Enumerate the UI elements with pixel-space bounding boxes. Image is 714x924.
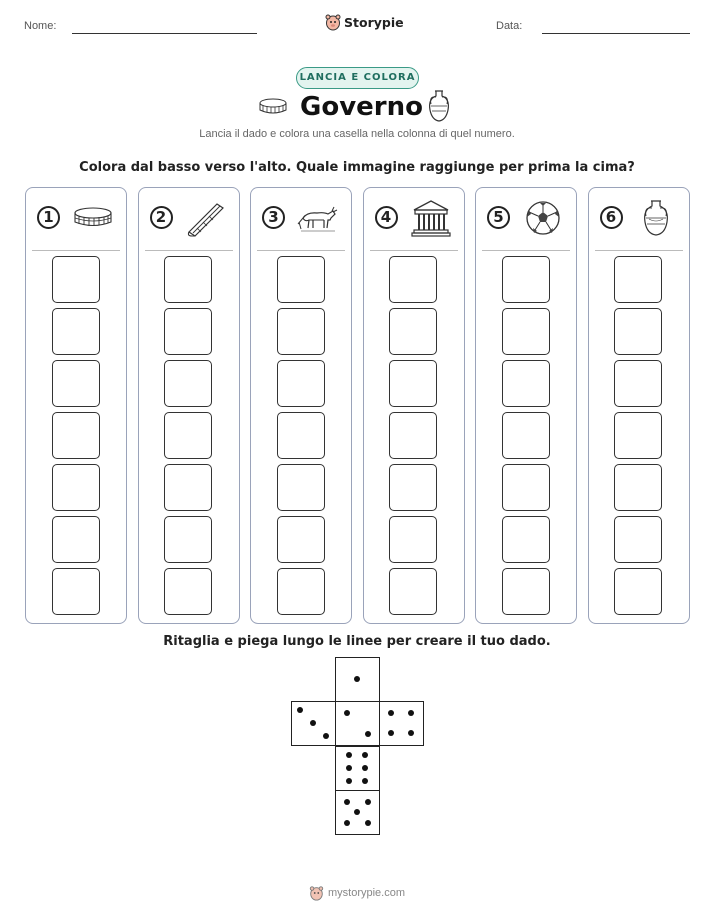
die-face-2 <box>335 701 380 746</box>
column-header <box>139 188 239 250</box>
color-box[interactable] <box>614 464 662 511</box>
color-box[interactable] <box>614 516 662 563</box>
die-pip <box>344 820 350 826</box>
die-pip <box>344 710 350 716</box>
color-box[interactable] <box>164 568 212 615</box>
die-pip <box>346 778 352 784</box>
storypie-mascot-icon <box>325 13 341 31</box>
die-pip <box>362 778 368 784</box>
aqueduct-icon <box>185 198 227 238</box>
column-number: 4 <box>375 206 398 229</box>
ox-plough-icon <box>297 198 339 238</box>
die-instruction: Ritaglia e piega lungo le linee per creare il tuo dado. <box>163 634 551 649</box>
column-divider <box>145 250 233 251</box>
color-box[interactable] <box>389 464 437 511</box>
color-box[interactable] <box>502 360 550 407</box>
column-header <box>589 188 689 250</box>
color-box[interactable] <box>52 516 100 563</box>
column-divider <box>32 250 120 251</box>
die-pip <box>310 720 316 726</box>
color-box[interactable] <box>502 256 550 303</box>
column-number: 1 <box>37 206 60 229</box>
name-label: Nome: <box>24 20 57 32</box>
die-pip <box>388 710 394 716</box>
color-box[interactable] <box>52 464 100 511</box>
color-box[interactable] <box>389 360 437 407</box>
amphora-icon <box>635 198 677 238</box>
color-box[interactable] <box>52 308 100 355</box>
brand-name: Storypie <box>344 14 404 30</box>
column-4 <box>363 187 465 624</box>
die-pip <box>354 809 360 815</box>
activity-badge: LANCIA E COLORA <box>296 67 419 89</box>
column-number: 5 <box>487 206 510 229</box>
die-pip <box>365 799 371 805</box>
die-pip <box>362 765 368 771</box>
die-face-4 <box>379 701 424 746</box>
color-box[interactable] <box>277 464 325 511</box>
color-box[interactable] <box>502 568 550 615</box>
temple-icon <box>410 198 452 238</box>
color-box[interactable] <box>164 308 212 355</box>
die-face-6 <box>335 746 380 791</box>
colosseum-icon <box>258 96 288 116</box>
date-line[interactable] <box>542 33 690 34</box>
color-box[interactable] <box>52 568 100 615</box>
column-header <box>26 188 126 250</box>
color-box[interactable] <box>389 568 437 615</box>
instruction-text: Colora dal basso verso l'alto. Quale immagine raggiunge per prima la cima? <box>79 160 635 175</box>
color-box[interactable] <box>164 256 212 303</box>
color-box[interactable] <box>277 516 325 563</box>
die-pip <box>408 730 414 736</box>
storypie-mascot-icon <box>309 885 324 901</box>
die-face-5 <box>335 790 380 835</box>
page-title: Governo <box>300 92 423 122</box>
color-box[interactable] <box>614 412 662 459</box>
color-box[interactable] <box>52 412 100 459</box>
column-3 <box>250 187 352 624</box>
color-box[interactable] <box>389 412 437 459</box>
column-divider <box>482 250 570 251</box>
colosseum-icon <box>72 198 114 238</box>
date-label: Data: <box>496 20 523 32</box>
page-subtitle: Lancia il dado e colora una casella nella colonna di quel numero. <box>199 128 515 140</box>
column-divider <box>257 250 345 251</box>
color-box[interactable] <box>277 256 325 303</box>
color-box[interactable] <box>164 464 212 511</box>
column-header <box>364 188 464 250</box>
color-box[interactable] <box>614 256 662 303</box>
color-box[interactable] <box>277 308 325 355</box>
column-5 <box>475 187 577 624</box>
color-box[interactable] <box>389 308 437 355</box>
die-pip <box>346 765 352 771</box>
color-box[interactable] <box>164 412 212 459</box>
die-face-1 <box>335 657 380 702</box>
column-number: 3 <box>262 206 285 229</box>
name-line[interactable] <box>72 33 257 34</box>
column-divider <box>595 250 683 251</box>
color-box[interactable] <box>389 256 437 303</box>
color-box[interactable] <box>389 516 437 563</box>
column-number: 6 <box>600 206 623 229</box>
color-box[interactable] <box>164 360 212 407</box>
color-box[interactable] <box>52 360 100 407</box>
color-box[interactable] <box>502 464 550 511</box>
ball-icon <box>522 198 564 238</box>
color-box[interactable] <box>614 308 662 355</box>
die-pip <box>354 676 360 682</box>
die-pip <box>297 707 303 713</box>
die-pip <box>344 799 350 805</box>
die-pip <box>365 731 371 737</box>
die-pip <box>408 710 414 716</box>
column-header <box>476 188 576 250</box>
die-face-3 <box>291 701 336 746</box>
die-pip <box>362 752 368 758</box>
color-box[interactable] <box>277 412 325 459</box>
die-pip <box>365 820 371 826</box>
column-number: 2 <box>150 206 173 229</box>
column-2 <box>138 187 240 624</box>
footer <box>309 885 405 901</box>
column-1 <box>25 187 127 624</box>
color-box[interactable] <box>164 516 212 563</box>
color-box[interactable] <box>502 412 550 459</box>
color-box[interactable] <box>277 360 325 407</box>
column-header <box>251 188 351 250</box>
color-box[interactable] <box>502 516 550 563</box>
column-6 <box>588 187 690 624</box>
column-divider <box>370 250 458 251</box>
color-box[interactable] <box>502 308 550 355</box>
color-box[interactable] <box>614 360 662 407</box>
amphora-icon <box>424 88 454 124</box>
color-box[interactable] <box>277 568 325 615</box>
brand-logo <box>325 13 404 31</box>
die-pip <box>346 752 352 758</box>
footer-url: mystorypie.com <box>328 887 406 899</box>
die-pip <box>323 733 329 739</box>
color-box[interactable] <box>614 568 662 615</box>
color-box[interactable] <box>52 256 100 303</box>
die-pip <box>388 730 394 736</box>
